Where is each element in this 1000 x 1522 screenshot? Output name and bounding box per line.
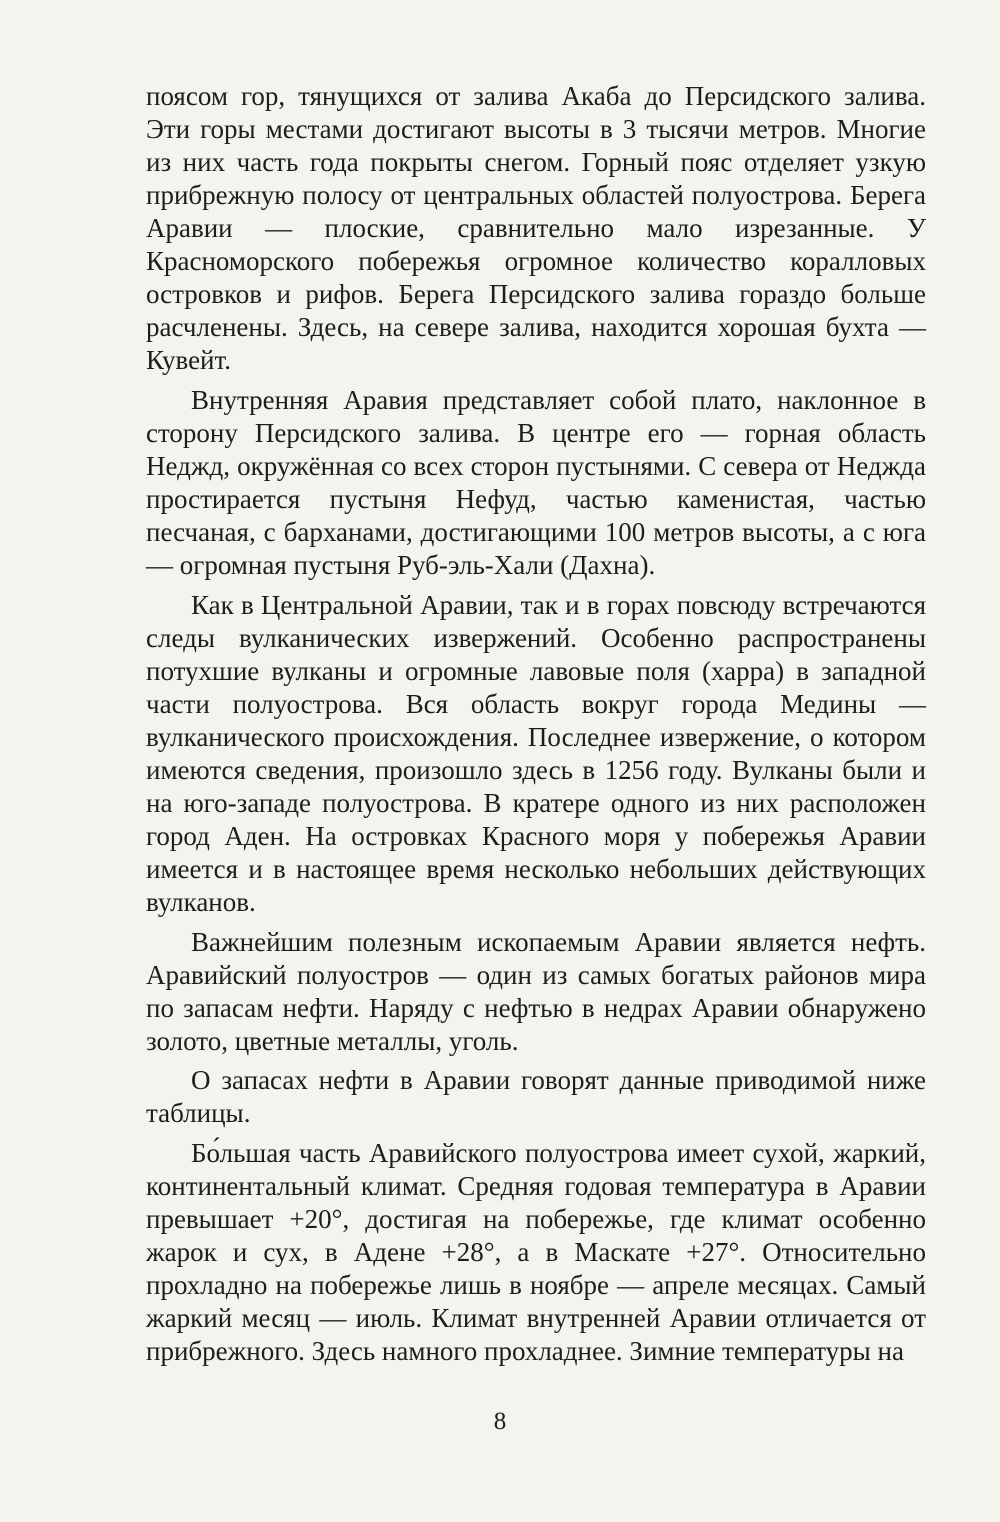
paragraph-5: О запасах нефти в Аравии говорят данные приводимой ниже таблицы. bbox=[146, 1065, 926, 1129]
body-text bbox=[146, 80, 926, 1375]
paragraph-1: поясом гор, тянущихся от залива Акаба до Персидского залива. Эти горы местами достигают высоты в 3 тысячи метров. Многие из них часть года покрыты снегом. Горный пояс отделяет узкую прибрежную полосу от центральных областей полуострова. Берега Аравии — плоские, сравнительно мало изрезанные. У Красноморского побережья огромное количество коралловых островков и рифов. Берега Персидского залива гораздо больше расчленены. Здесь, на севере залива, находится хорошая бухта — Кувейт. bbox=[146, 81, 926, 376]
paragraph-3: Как в Центральной Аравии, так и в горах повсюду встречаются следы вулканических извержений. Особенно распространены потухшие вулканы и огромные лавовые поля (харра) в западной части полуострова. Вся область вокруг города Медины — вулканического происхождения. Последнее извержение, о котором имеются сведения, произошло здесь в 1256 году. Вулканы были и на юго-западе полуострова. В кратере одного из них расположен город Аден. На островках Красного моря у побережья Аравии имеется и в настоящее время несколько небольших действующих вулканов. bbox=[146, 589, 926, 918]
paragraph-2: Внутренняя Аравия представляет собой плато, наклонное в сторону Персидского залива. В центре его — горная область Неджд, окружённая со всех сторон пустынями. С севера от Неджда простирается пустыня Нефуд, частью каменистая, частью песчаная, с барханами, достигающими 100 метров высоты, а с юга — огромная пустыня Руб-эль-Хали (Дахна). bbox=[146, 384, 926, 581]
page-number: 8 bbox=[493, 1408, 507, 1435]
paragraph-4: Важнейшим полезным ископаемым Аравии является нефть. Аравийский полуостров — один из самых богатых районов мира по запасам нефти. Наряду с нефтью в недрах Аравии обнаружено золото, цветные металлы, уголь. bbox=[146, 926, 926, 1056]
paragraph-6: Бо́льшая часть Аравийского полуострова имеет сухой, жаркий, континентальный климат. Средняя годовая температура в Аравии превышает +20°, достигая на побережье, где климат особенно жарок и сух, в Адене +28°, а в Маскате +27°. Относительно прохладно на побережье лишь в ноябре — апреле месяцах. Самый жаркий месяц — июль. Климат внутренней Аравии отличается от прибрежного. Здесь намного прохладнее. Зимние температуры на bbox=[146, 1137, 926, 1367]
